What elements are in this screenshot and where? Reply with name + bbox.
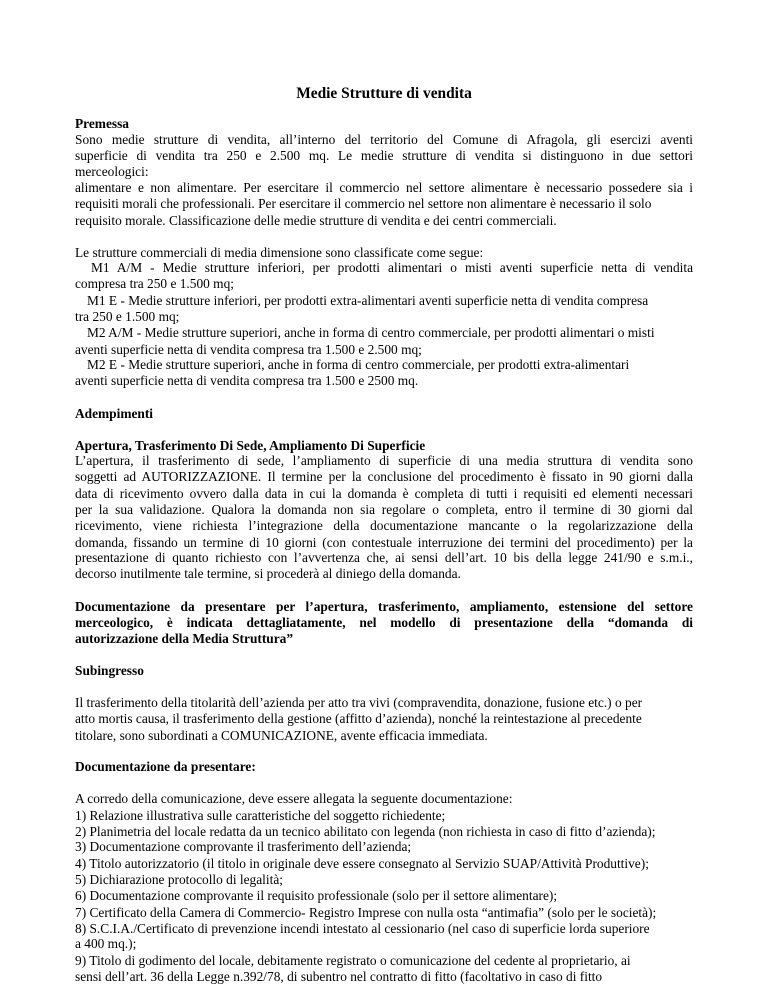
classificazione-line: M1 A/M - Medie strutture inferiori, per prodotti alimentari o misti aventi superficie netta di vendita — [91, 260, 693, 276]
documentazione-list-item: 8) S.C.I.A./Certificato di prevenzione incendi intestato al cessionario (nel caso di superficie lorda superiore — [75, 920, 650, 936]
documentazione-list-item: 4) Titolo autorizzatorio (il titolo in originale deve essere consegnato al Servizio SUAP/Attività Produttive); — [75, 856, 649, 872]
documentazione-list-item: 2) Planimetria del locale redatta da un tecnico abilitato con legenda (non richiesta in caso di fitto d’azienda); — [75, 823, 656, 839]
documentazione-list-item: 6) Documentazione comprovante il requisito professionale (solo per il settore alimentare); — [75, 887, 558, 903]
apertura-line: presentazione di quanto richiesto con l’avvertenza che, ai sensi dell’art. 10 bis della legge 241/90 e s.m.i., — [75, 550, 693, 566]
apertura-line: decorso inutilmente tale termine, si procederà al diniego della domanda. — [75, 566, 461, 582]
classificazione-line: aventi superficie netta di vendita compresa tra 1.500 e 2500 mq. — [75, 373, 419, 389]
documentazione-apertura-line: Documentazione da presentare per l’apertura, trasferimento, ampliamento, estensione del settore — [75, 598, 693, 614]
documentazione-list-item: 7) Certificato della Camera di Commercio- Registro Imprese con nulla osta “antimafia” (solo per le società); — [75, 904, 657, 920]
documentazione-intro: A corredo della comunicazione, deve essere allegata la seguente documentazione: — [75, 790, 513, 806]
apertura-line: L’apertura, il trasferimento di sede, l’ampliamento di superficie di una media struttura di vendita sono — [75, 453, 693, 469]
classificazione-line: aventi superficie netta di vendita compresa tra 1.500 e 2.500 mq; — [75, 341, 422, 357]
classificazione-line: tra 250 e 1.500 mq; — [75, 308, 180, 324]
adempimenti-heading: Adempimenti — [75, 405, 154, 421]
apertura-heading: Apertura, Trasferimento Di Sede, Ampliamento Di Superficie — [75, 437, 426, 453]
classificazione-line: M2 A/M - Medie strutture superiori, anche in forma di centro commerciale, per prodotti alimentari o misti — [87, 324, 655, 340]
documentazione-apertura-line: autorizzazione della Media Struttura” — [75, 630, 294, 646]
documentazione-list-item: 5) Dichiarazione protocollo di legalità; — [75, 872, 283, 888]
classificazione-line: M1 E - Medie strutture inferiori, per prodotti extra-alimentari aventi superficie netta di vendita compresa — [87, 293, 649, 309]
premessa-line: alimentare e non alimentare. Per esercitare il commercio nel settore alimentare è necessario possedere sia i — [75, 180, 693, 196]
apertura-line: soggetti ad AUTORIZZAZIONE. Il termine per la conclusione del procedimento è fissato in 90 giorni dalla — [75, 469, 693, 485]
documentazione-list-item: 9) Titolo di godimento del locale, debitamente registrato o comunicazione del cedente al proprietario, ai — [75, 953, 631, 969]
documentazione-apertura-line: merceologico, è indicata dettagliatamente, nel modello di presentazione della “domanda di — [75, 614, 693, 630]
subingresso-line: Il trasferimento della titolarità dell’azienda per atto tra vivi (compravendita, donazione, fusione etc.) o per — [75, 694, 643, 710]
page-title: Medie Strutture di vendita — [296, 86, 472, 102]
apertura-line: per la sua validazione. Qualora la domanda non sia regolare o completa, entro il termine di 30 giorni dal — [75, 501, 693, 517]
documentazione-list-item: a 400 mq.); — [75, 936, 137, 952]
premessa-line: Sono medie strutture di vendita, all’interno del territorio del Comune di Afragola, gli esercizi aventi — [75, 131, 693, 147]
premessa-line: requisiti morali che professionali. Per esercitare il commercio nel settore non alimentare è necessario il solo — [75, 196, 652, 212]
documentazione-list-item: 1) Relazione illustrativa sulle caratteristiche del soggetto richiedente; — [75, 807, 446, 823]
apertura-line: ricevimento, viene richiesta l’integrazione della documentazione mancante o la regolarizzazione della — [75, 517, 693, 533]
premessa-heading: Premessa — [75, 115, 129, 131]
premessa-line: requisito morale. Classificazione delle medie strutture di vendita e dei centri commerciali. — [75, 212, 557, 228]
documentazione-list-item: sensi dell’art. 36 della Legge n.392/78, di subentro nel contratto di fitto (facoltativo in caso di fitto — [75, 969, 603, 984]
classificazione-intro: Le strutture commerciali di media dimensione sono classificate come segue: — [75, 244, 484, 260]
apertura-line: data di ricevimento ovvero dalla data in cui la domanda è completa di tutti i requisiti ed elementi necessari — [75, 486, 693, 502]
documentazione-list-item: 3) Documentazione comprovante il trasferimento dell’azienda; — [75, 839, 412, 855]
subingresso-line: atto mortis causa, il trasferimento della gestione (affitto d’azienda), nonché la reintestazione al precedente — [75, 710, 642, 726]
documentazione-heading: Documentazione da presentare: — [75, 759, 256, 775]
subingresso-heading: Subingresso — [75, 663, 144, 679]
apertura-line: domanda, fissando un termine di 10 giorni (con contestuale interruzione dei termini del procedimento) per la — [75, 534, 693, 550]
classificazione-line: compresa tra 250 e 1.500 mq; — [75, 276, 234, 292]
premessa-line: merceologici: — [75, 164, 149, 180]
classificazione-line: M2 E - Medie strutture superiori, anche in forma di centro commerciale, per prodotti extra-alimentari — [87, 357, 630, 373]
subingresso-line: titolare, sono subordinati a COMUNICAZIONE, avente efficacia immediata. — [75, 727, 488, 743]
premessa-line: superficie di vendita tra 250 e 2.500 mq. Le medie strutture di vendita si distinguono in due settori — [75, 147, 693, 163]
